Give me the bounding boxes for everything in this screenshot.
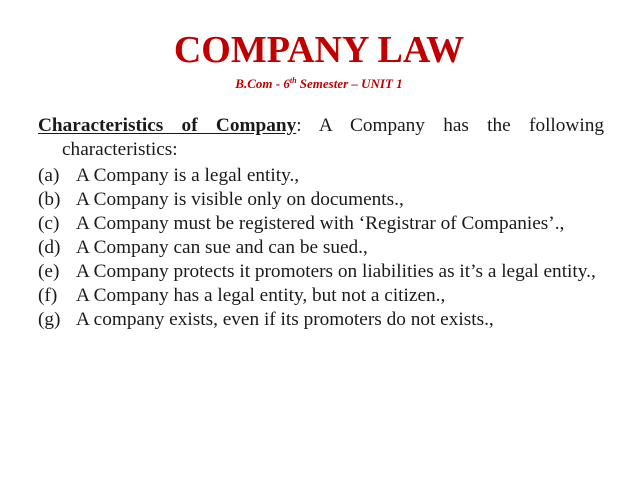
- list-item-text: A Company must be registered with ‘Registrar of Companies’.,: [76, 213, 565, 234]
- list-item-text: A company exists, even if its promoters do not exists.,: [76, 309, 494, 330]
- intro-heading: Characteristics of Company: [38, 115, 297, 136]
- subtitle-superscript: th: [289, 76, 297, 85]
- list-item-text: A Company protects it promoters on liabilities as it’s a legal entity.,: [76, 261, 596, 282]
- list-marker: (c): [38, 213, 60, 234]
- subtitle-prefix: B.Com - 6: [235, 76, 290, 91]
- list-item-text: A Company can sue and can be sued.,: [76, 237, 368, 258]
- intro-paragraph: [38, 114, 604, 162]
- list-marker: (f): [38, 285, 58, 306]
- list-item: [38, 284, 604, 308]
- slide-body: [38, 114, 604, 332]
- intro-text: : A Company has the following characteristics:: [62, 115, 604, 160]
- list-marker: (a): [38, 165, 60, 186]
- list-item: [38, 308, 604, 332]
- subtitle-suffix: Semester – UNIT 1: [296, 76, 403, 91]
- list-item: [38, 260, 604, 284]
- list-marker: (g): [38, 309, 61, 330]
- list-marker: (d): [38, 237, 61, 258]
- slide-title: COMPANY LAW: [173, 29, 465, 71]
- list-item-text: A Company is visible only on documents.,: [76, 189, 404, 210]
- list-item: [38, 188, 604, 212]
- slide-subtitle: [0, 76, 638, 92]
- list-item: [38, 164, 604, 188]
- list-marker: (b): [38, 189, 61, 210]
- list-item-text: A Company is a legal entity.,: [76, 165, 300, 186]
- list-item-text: A Company has a legal entity, but not a citizen.,: [76, 285, 446, 306]
- list-marker: (e): [38, 261, 60, 282]
- list-item: [38, 212, 604, 236]
- list-item: [38, 236, 604, 260]
